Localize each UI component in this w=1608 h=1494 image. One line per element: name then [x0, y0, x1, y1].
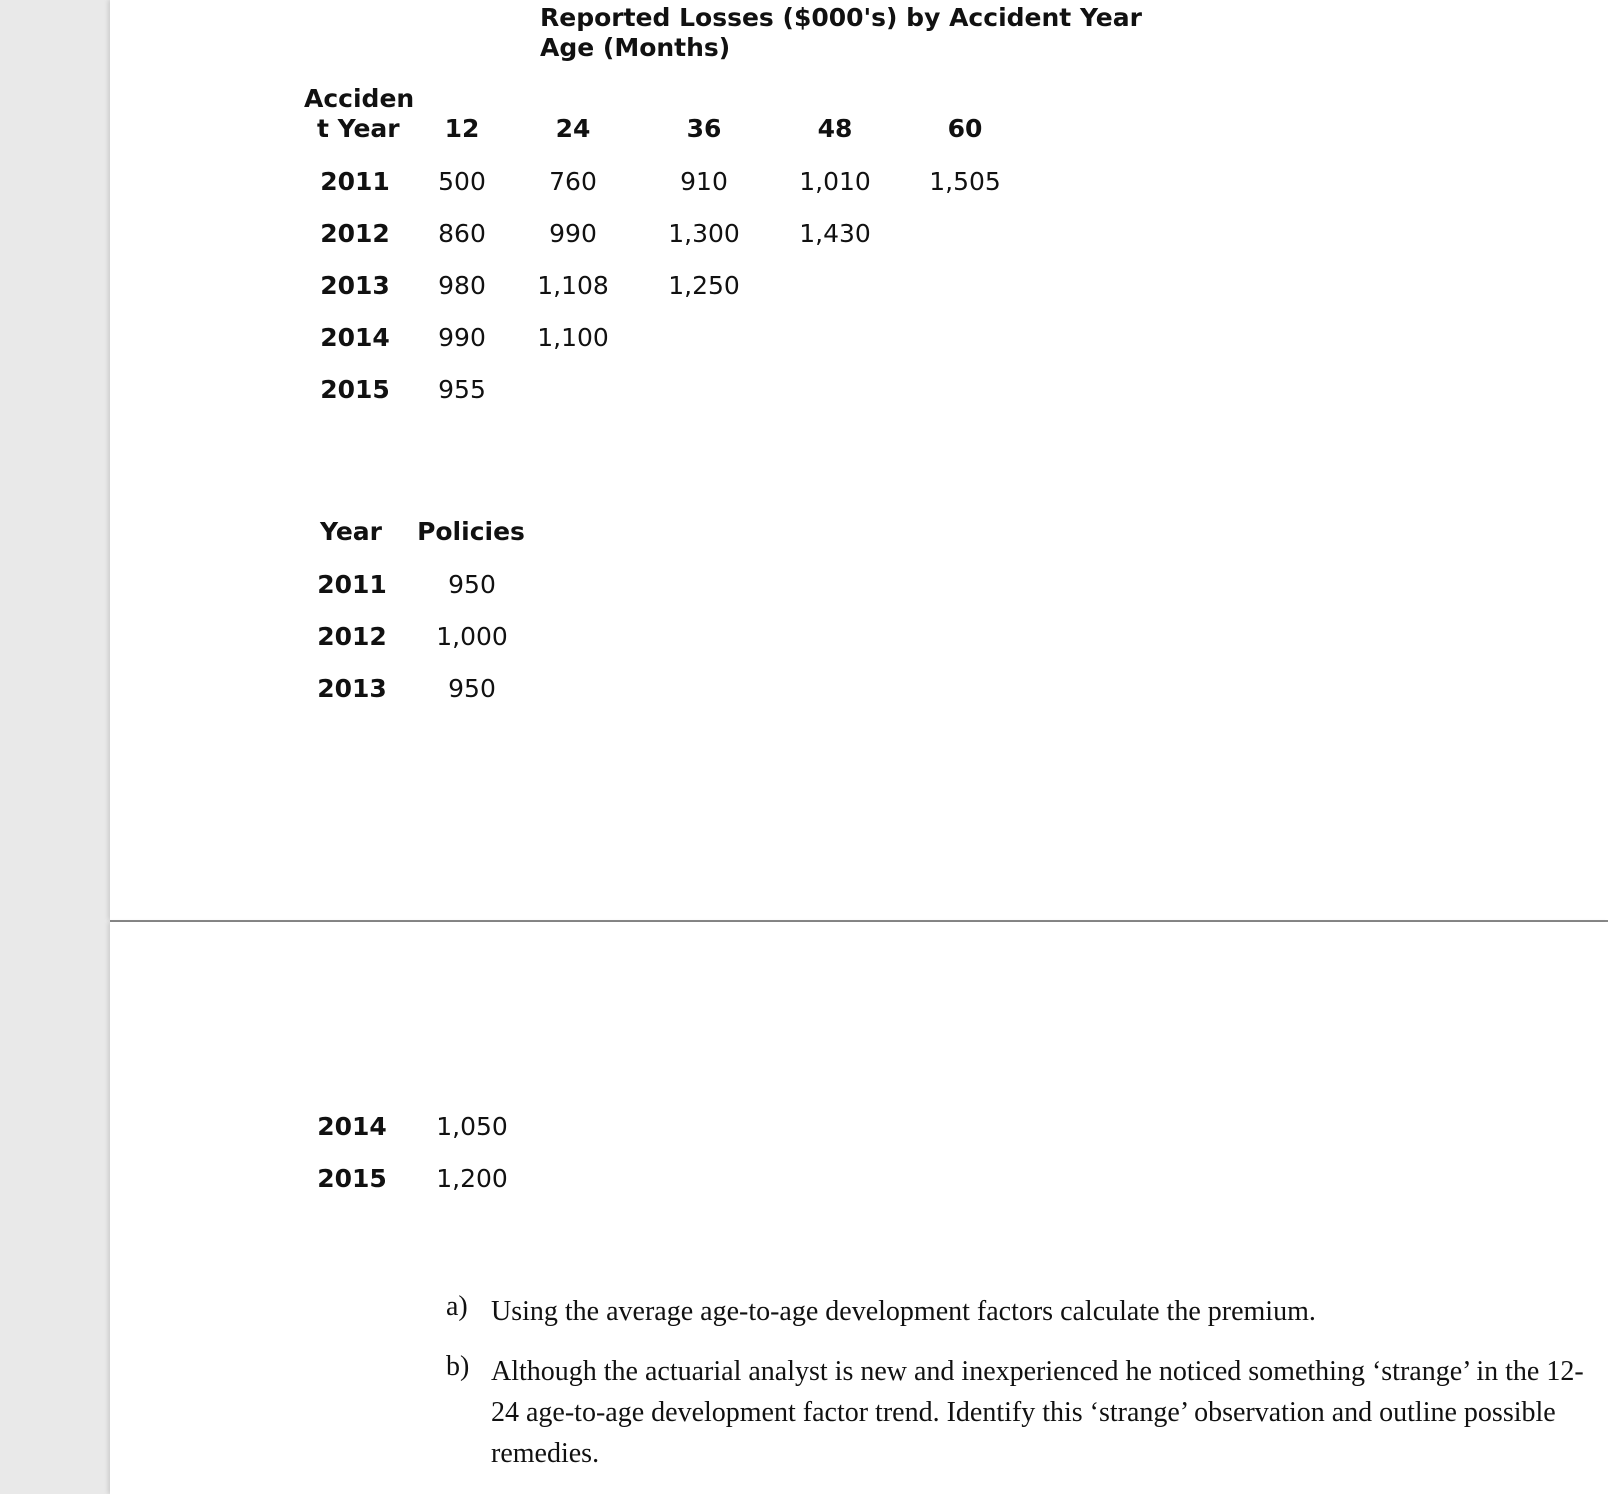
loss-cell: 990	[549, 219, 597, 248]
row-year: 2014	[320, 323, 390, 352]
loss-cell: 860	[438, 219, 486, 248]
policy-count: 1,200	[436, 1164, 508, 1193]
row-year: 2013	[320, 271, 390, 300]
row-year: 2012	[320, 219, 390, 248]
losses-table-subtitle: Age (Months)	[540, 33, 731, 62]
loss-cell: 1,108	[537, 271, 609, 300]
question-a-text: Using the average age-to-age development factors calculate the premium.	[491, 1296, 1316, 1327]
age-col-48: 48	[817, 114, 853, 143]
row-header-line1: Acciden	[304, 84, 415, 113]
policy-year: 2013	[317, 674, 387, 703]
policies-year-header: Year	[320, 517, 382, 546]
age-col-36: 36	[686, 114, 722, 143]
policy-year: 2011	[317, 570, 387, 599]
question-b-text: Although the actuarial analyst is new and inexperienced he noticed something ‘strange’ in the 12-24 age-to-age development factor trend. Identify this ‘strange’ observation and outline possible remedies.	[491, 1356, 1584, 1469]
losses-table-title: Reported Losses ($000's) by Accident Year	[540, 3, 1142, 32]
loss-cell: 955	[438, 375, 486, 404]
question-a-label: a)	[446, 1291, 468, 1322]
policy-count: 950	[448, 674, 496, 703]
policy-year: 2014	[317, 1112, 387, 1141]
policy-count: 1,050	[436, 1112, 508, 1141]
row-header-line2: t Year	[317, 114, 400, 143]
document-page-1	[110, 0, 1608, 920]
loss-cell: 1,430	[799, 219, 871, 248]
row-year: 2015	[320, 375, 390, 404]
document-page-2	[110, 922, 1608, 1494]
loss-cell: 1,010	[799, 167, 871, 196]
loss-cell: 1,505	[929, 167, 1001, 196]
question-b-label: b)	[446, 1351, 470, 1382]
loss-cell: 1,250	[668, 271, 740, 300]
policy-year: 2015	[317, 1164, 387, 1193]
loss-cell: 1,300	[668, 219, 740, 248]
policies-header: Policies	[417, 517, 525, 546]
policy-count: 950	[448, 570, 496, 599]
policy-count: 1,000	[436, 622, 508, 651]
policy-year: 2012	[317, 622, 387, 651]
loss-cell: 910	[680, 167, 728, 196]
row-year: 2011	[320, 167, 390, 196]
loss-cell: 500	[438, 167, 486, 196]
loss-cell: 760	[549, 167, 597, 196]
loss-cell: 990	[438, 323, 486, 352]
age-col-12: 12	[444, 114, 480, 143]
loss-cell: 1,100	[537, 323, 609, 352]
loss-cell: 980	[438, 271, 486, 300]
age-col-24: 24	[555, 114, 591, 143]
age-col-60: 60	[947, 114, 983, 143]
